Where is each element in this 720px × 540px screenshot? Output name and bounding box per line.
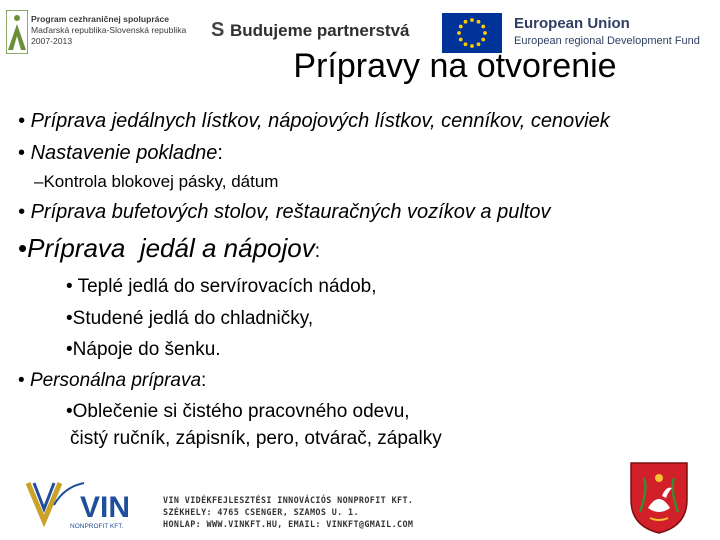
bullet-marker: •: [18, 233, 28, 263]
bullet-text: Personálna príprava: [29, 370, 202, 391]
bullet-line-11: [70, 428, 442, 450]
bullet-text: Teplé jedlá do servírovacích nádob,: [72, 276, 377, 297]
partial-header-char: S: [211, 19, 225, 41]
bullet-line-1: [18, 110, 610, 133]
slogan: Budujeme partnerstvá: [230, 21, 410, 40]
bullet-marker: •: [18, 110, 26, 132]
bullet-suffix: :: [201, 370, 207, 391]
program-text: [31, 14, 186, 47]
bullet-text: Nastavenie pokladne: [30, 142, 218, 164]
bullet-line-5: [18, 233, 320, 264]
program-line-3: 2007-2013: [31, 36, 73, 46]
footer-line-2: SZÉKHELY: 4765 CSENGER, SZAMOS U. 1.: [163, 507, 359, 517]
bullet-line-4: [18, 201, 550, 224]
vin-logo-text: VIN: [80, 491, 131, 524]
bullet-marker: •: [18, 201, 26, 223]
bullet-line-9: [18, 370, 206, 392]
eu-star-icon: [470, 18, 474, 22]
bullet-marker: –: [34, 172, 44, 191]
bullet-text: Nápoje do šenku.: [72, 339, 221, 360]
bullet-marker: •: [66, 401, 73, 422]
bullet-text: Oblečenie si čistého pracovného odevu,: [72, 401, 410, 422]
footer-line-1: VIN VIDÉKFEJLESZTÉSI INNOVÁCIÓS NONPROFIT KFT.: [163, 495, 414, 505]
eu-star-icon: [459, 25, 463, 29]
bullet-line-2: [18, 142, 223, 165]
footer-info: [163, 494, 413, 530]
coat-of-arms-icon: [628, 460, 690, 536]
eu-star-icon: [464, 20, 468, 24]
bullet-suffix: :: [217, 142, 223, 164]
vin-logo-icon: [24, 477, 159, 531]
vin-logo-subtext: NONPROFIT KFT.: [70, 523, 124, 530]
bullet-line-10: [66, 401, 410, 423]
bullet-line-3: [34, 172, 278, 192]
eu-star-icon: [477, 20, 481, 24]
eu-star-icon: [481, 25, 485, 29]
bullet-text: Príprava jedál a nápojov: [27, 233, 315, 263]
eu-star-icon: [459, 38, 463, 42]
bullet-line-8: [66, 339, 221, 361]
eu-star-icon: [457, 31, 461, 35]
slide-title: Prípravy na otvorenie: [293, 47, 617, 85]
bullet-marker: •: [18, 370, 25, 391]
bullet-marker: •: [66, 276, 73, 297]
bullet-text: Studené jedlá do chladničky,: [72, 308, 314, 329]
bullet-marker: •: [18, 142, 26, 164]
bullet-suffix: :: [314, 241, 321, 262]
bullet-text: Príprava bufetových stolov, reštauračných vozíkov a pultov: [30, 201, 551, 223]
footer-line-3: HONLAP: WWW.VINKFT.HU, EMAIL: VINKFT@GMAIL.COM: [163, 519, 414, 529]
bullet-text: čistý ručník, zápisník, pero, otvárač, zápalky: [70, 428, 442, 449]
eu-star-icon: [483, 31, 487, 35]
eu-star-icon: [481, 38, 485, 42]
program-line-1: Program cezhraničnej spolupráce: [31, 14, 170, 24]
bullet-line-7: [66, 308, 313, 330]
bullet-marker: •: [66, 308, 73, 329]
bullet-text: Príprava jedálnych lístkov, nápojových lístkov, cenníkov, cenoviek: [30, 110, 610, 132]
bullet-text: Kontrola blokovej pásky, dátum: [43, 172, 279, 191]
eu-title: European Union: [514, 15, 630, 32]
eu-subtitle: European regional Development Fund: [514, 35, 700, 47]
program-line-2: Maďarská republika-Slovenská republika: [31, 25, 187, 35]
bullet-marker: •: [66, 339, 73, 360]
bullet-line-6: [66, 276, 377, 298]
